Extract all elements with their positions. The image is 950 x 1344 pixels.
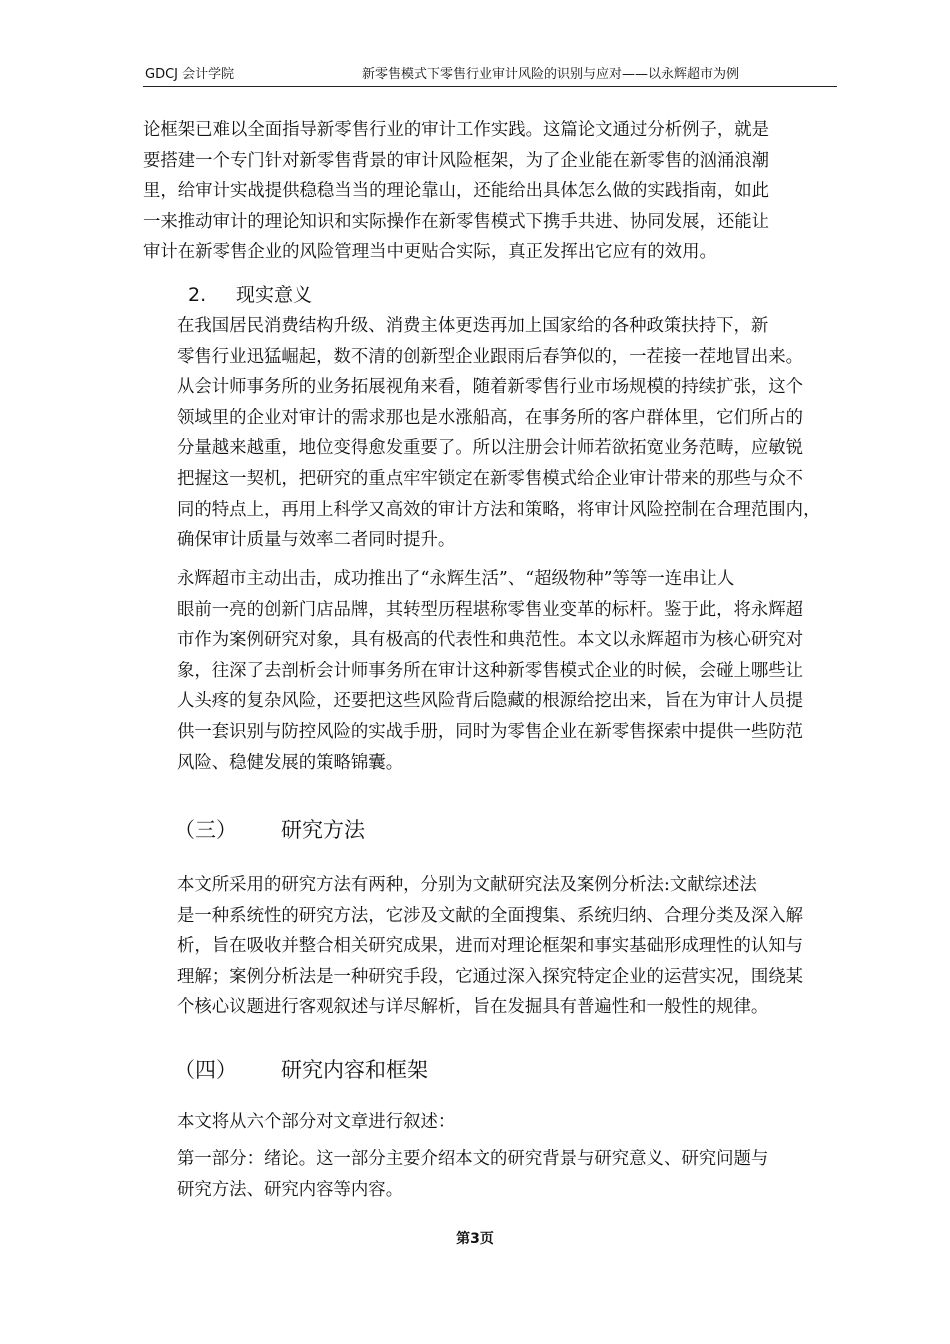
- text-line: 审计在新零售企业的风险管理当中更贴合实际，真正发挥出它应有的效用。: [143, 242, 717, 263]
- text-line: 理解；案例分析法是一种研究手段，它通过深入探究特定企业的运营实况，围绕某: [177, 966, 804, 987]
- paragraph-theoretical-significance-end: [143, 115, 848, 268]
- section-number: （四）: [174, 1058, 237, 1082]
- text-line: 分量越来越重，地位变得愈发重要了。所以注册会计师若欲拓宽业务范畴，应敏锐: [177, 438, 804, 459]
- text-line: 析，旨在吸收并整合相关研究成果，进而对理论框架和事实基础形成理性的认知与: [177, 936, 804, 957]
- text-line: 同的特点上，再用上科学又高效的审计方法和策略，将审计风险控制在合理范围内，: [177, 499, 821, 520]
- paragraph-structure-intro: [143, 1107, 848, 1138]
- header-institution: GDCJ 会计学院: [145, 67, 235, 82]
- text-line: 风险、稳健发展的策略锦囊。: [177, 752, 404, 773]
- text-line: 人头疼的复杂风险，还要把这些风险背后隐藏的根源给挖出来，旨在为审计人员提: [177, 691, 804, 712]
- section-title: 研究方法: [281, 818, 365, 842]
- paragraph-research-methods: [143, 870, 848, 1023]
- section-title: 研究内容和框架: [281, 1058, 428, 1082]
- text-line: 在我国居民消费结构升级、消费主体更迭再加上国家给的各种政策扶持下，新: [177, 316, 769, 336]
- text-line: 是一种系统性的研究方法，它涉及文献的全面搜集、系统归纳、合理分类及深入解: [177, 905, 804, 926]
- text-line: 零售行业迅猛崛起，数不清的创新型企业跟雨后春笋似的，一茬接一茬地冒出来。: [177, 346, 804, 367]
- page-number: 第3页: [456, 1231, 494, 1247]
- running-header: [143, 64, 837, 87]
- text-line: 象，往深了去剖析会计师事务所在审计这种新零售模式企业的时候，会碰上哪些让: [177, 660, 804, 681]
- text-line: 研究方法、研究内容等内容。: [177, 1179, 404, 1200]
- text-line: 本文将从六个部分对文章进行叙述：: [177, 1112, 456, 1132]
- paragraph-practical-significance: [143, 311, 848, 556]
- text-line: 从会计师事务所的业务拓展视角来看，随着新零售行业市场规模的持续扩张，这个: [177, 377, 804, 398]
- paragraph-yonghui-case: [143, 564, 848, 778]
- text-line: 供一套识别与防控风险的实战手册，同时为零售企业在新零售探索中提供一些防范: [177, 721, 804, 742]
- text-line: 里，给审计实战提供稳稳当当的理论靠山，还能给出具体怎么做的实践指南，如此: [143, 181, 770, 202]
- text-line: 个核心议题进行客观叙述与详尽解析，旨在发掘具有普遍性和一般性的规律。: [177, 997, 769, 1018]
- text-line: 领域里的企业对审计的需求那也是水涨船高，在事务所的客户群体里，它们所占的: [177, 407, 804, 428]
- text-line: 确保审计质量与效率二者同时提升。: [177, 530, 456, 551]
- section-number: （三）: [174, 818, 237, 842]
- text-line: 第一部分：绪论。这一部分主要介绍本文的研究背景与研究意义、研究问题与: [177, 1149, 769, 1169]
- text-line: 把握这一契机，把研究的重点牢牢锁定在新零售模式给企业审计带来的那些与众不: [177, 468, 804, 489]
- text-line: 本文所采用的研究方法有两种，分别为文献研究法及案例分析法:文献综述法: [177, 875, 757, 895]
- text-line: 市作为案例研究对象，具有极高的代表性和典范性。本文以永辉超市为核心研究对: [177, 630, 804, 651]
- header-paper-title: 新零售模式下零售行业审计风险的识别与应对——以永辉超市为例: [362, 67, 740, 82]
- subheading-number: 2.: [188, 284, 207, 306]
- text-line: 一来推动审计的理论知识和实际操作在新零售模式下携手共进、协同发展，还能让: [143, 211, 770, 232]
- subheading-text: 现实意义: [236, 284, 313, 306]
- text-line: 要搭建一个专门针对新零售背景的审计风险框架，为了企业能在新零售的汹涌浪潮: [143, 150, 770, 171]
- text-line: 永辉超市主动出击，成功推出了“永辉生活”、“超级物种”等等一连串让人: [177, 569, 735, 589]
- text-line: 论框架已难以全面指导新零售行业的审计工作实践。这篇论文通过分析例子，就是: [143, 120, 770, 140]
- paragraph-part-one: [143, 1144, 848, 1205]
- text-line: 眼前一亮的创新门店品牌，其转型历程堪称零售业变革的标杆。鉴于此，将永辉超: [177, 599, 804, 620]
